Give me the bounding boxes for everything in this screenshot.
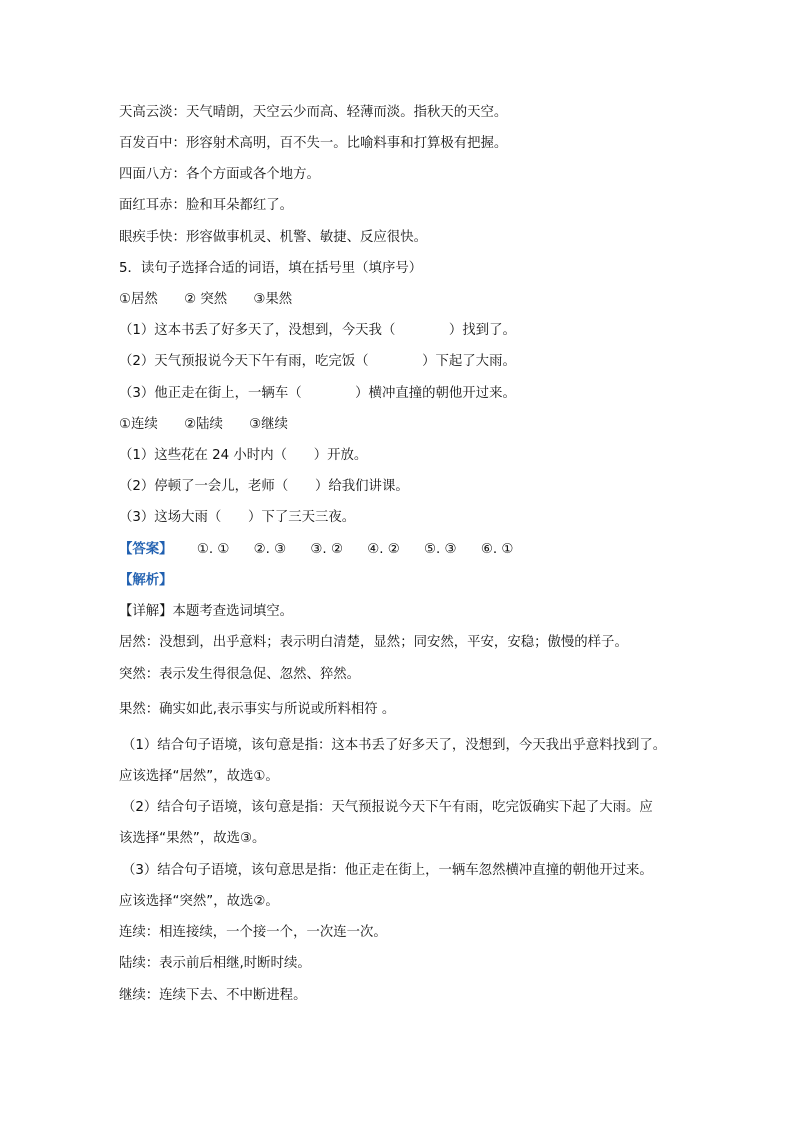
analysis-line: 继续：连续下去、不中断进程。 — [119, 988, 307, 1003]
analysis-line: 果然：确实如此,表示事实与所说或所料相符 。 — [119, 702, 396, 717]
answer-item: ①. ① — [196, 542, 230, 557]
analysis-line: 该选择“果然”，故选③。 — [119, 831, 266, 846]
question-sentence: （2）天气预报说今天下午有雨，吃完饭（ ）下起了大雨。 — [119, 354, 516, 369]
answer-label: 【答案】 — [119, 542, 173, 557]
answer-item: ⑤. ③ — [424, 542, 457, 557]
option-group-1 — [119, 291, 314, 309]
analysis-line: （1）结合句子语境，该句意是指：这本书丢了好多天了，没想到，今天我出乎意料找到了。 — [122, 738, 667, 753]
definition-line: 四面八方：各个方面或各个地方。 — [119, 167, 320, 182]
definition-line: 眼疾手快：形容做事机灵、机警、敏捷、反应很快。 — [119, 230, 427, 245]
analysis-line: 应该选择“居然”，故选①。 — [119, 769, 279, 784]
definition-line: 百发百中：形容射术高明，百不失一。比喻料事和打算极有把握。 — [119, 136, 508, 151]
analysis-line: 陆续：表示前后相继,时断时续。 — [119, 956, 311, 971]
option: ③继续 — [249, 417, 288, 432]
question-sentence: （2）停顿了一会儿，老师（ ）给我们讲课。 — [119, 479, 409, 494]
analysis-line: 连续：相连接续，一个接一个，一次连一次。 — [119, 925, 387, 940]
analysis-line: （3）结合句子语境，该句意思是指：他正走在街上，一辆车忽然横冲直撞的朝他开过来。 — [122, 863, 653, 878]
analysis-line: 突然：表示发生得很急促、忽然、猝然。 — [119, 667, 361, 682]
question-sentence: （3）这场大雨（ ）下了三天三夜。 — [119, 510, 356, 525]
option: ①连续 — [119, 417, 158, 432]
question-title: 5．读句子选择合适的词语，填在括号里（填序号） — [119, 261, 423, 276]
question-sentence: （1）这些花在 24 小时内（ ）开放。 — [119, 448, 368, 463]
analysis-label: 【解析】 — [119, 573, 173, 588]
analysis-line: 居然：没想到，出乎意料；表示明白清楚，显然；同安然，平安，安稳；傲慢的样子。 — [119, 635, 628, 650]
answer-item: ③. ② — [310, 542, 343, 557]
question-sentence: （3）他正走在街上，一辆车（ ）横冲直撞的朝他开过来。 — [119, 386, 516, 401]
answer-row — [119, 541, 513, 559]
answer-item: ⑥. ① — [480, 542, 514, 557]
answer-item: ④. ② — [367, 542, 400, 557]
definition-line: 面红耳赤：脸和耳朵都红了。 — [119, 198, 294, 213]
option: ①居然 — [119, 292, 158, 307]
option: ③果然 — [253, 292, 293, 307]
option: ②陆续 — [184, 417, 223, 432]
analysis-detail: 【详解】本题考查选词填空。 — [119, 604, 294, 619]
definition-line: 天高云淡：天气晴朗，天空云少而高、轻薄而淡。指秋天的天空。 — [119, 105, 508, 120]
option: ② 突然 — [184, 292, 228, 307]
answer-item: ②. ③ — [253, 542, 287, 557]
analysis-line: （2）结合句子语境，该句意是指：天气预报说今天下午有雨，吃完饭确实下起了大雨。应 — [122, 800, 653, 815]
analysis-line: 应该选择“突然”，故选②。 — [119, 894, 279, 909]
option-group-2 — [119, 416, 310, 434]
question-sentence: （1）这本书丢了好多天了，没想到，今天我（ ）找到了。 — [119, 323, 516, 338]
